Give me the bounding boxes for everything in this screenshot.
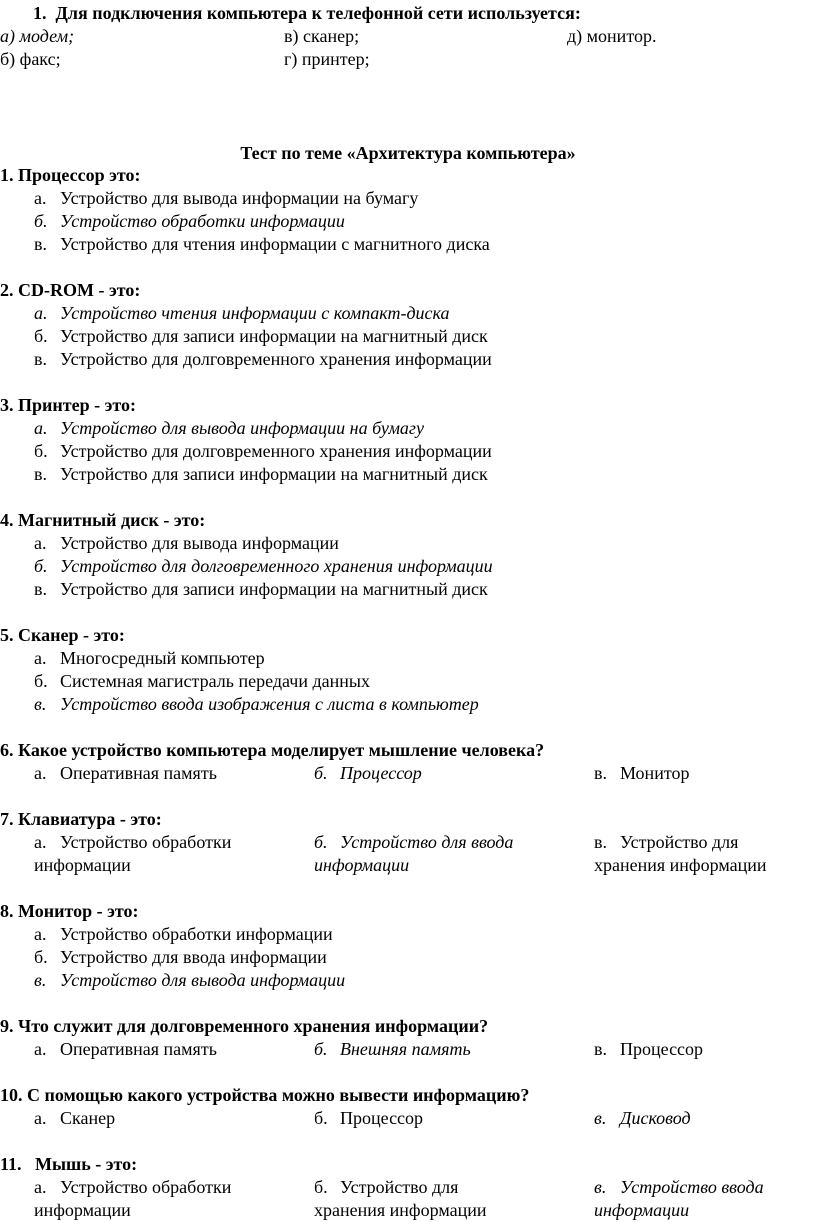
intro-option-v: в) сканер;: [284, 26, 360, 46]
intro-option-a: а) модем;: [0, 26, 75, 46]
q3-answer-a: а. Устройство для вывода информации на бумагу: [34, 418, 424, 438]
q6-answer-b: б. Процессор: [314, 763, 422, 783]
q4-answer-a: а. Устройство для вывода информации: [34, 533, 339, 553]
q1-answer-v: в. Устройство для чтения информации с магнитного диска: [34, 234, 490, 254]
q2-answer-b: б. Устройство для записи информации на магнитный диск: [34, 326, 488, 346]
question-11: 11. Мышь - это:: [0, 1154, 138, 1174]
q1-answer-b: б. Устройство обработки информации: [34, 211, 345, 231]
q9-answer-b: б. Внешняя память: [314, 1039, 471, 1059]
question-2: 2. CD-ROM - это:: [0, 280, 141, 300]
question-10: 10. С помощью какого устройства можно вывести информацию?: [0, 1085, 530, 1105]
intro-question: 1. Для подключения компьютера к телефонной сети используется:: [33, 3, 581, 23]
q2-answer-a: а. Устройство чтения информации с компакт-диска: [34, 303, 450, 323]
q7-answer-b: б. Устройство для ввода информации: [314, 832, 514, 875]
q3-answer-b: б. Устройство для долговременного хранения информации: [34, 441, 492, 461]
q6-answer-a: а. Оперативная память: [34, 763, 217, 783]
q5-answer-b: б. Системная магистраль передачи данных: [34, 671, 370, 691]
q9-answer-v: в. Процессор: [594, 1039, 704, 1059]
q8-answer-b: б. Устройство для ввода информации: [34, 947, 327, 967]
q4-answer-v: в. Устройство для записи информации на магнитный диск: [34, 579, 488, 599]
q10-answer-v: в. Дисковод: [594, 1108, 691, 1128]
q10-answer-a: а. Сканер: [34, 1108, 116, 1128]
intro-option-d: д) монитор.: [567, 26, 657, 46]
q2-answer-v: в. Устройство для долговременного хранения информации: [34, 349, 492, 369]
question-3: 3. Принтер - это:: [0, 395, 136, 415]
q10-answer-b: б. Процессор: [314, 1108, 424, 1128]
question-1: 1. Процессор это:: [0, 165, 141, 185]
q5-answer-a: а. Многосредный компьютер: [34, 648, 265, 668]
intro-option-b: б) факс;: [0, 49, 61, 69]
question-9: 9. Что служит для долговременного хранения информации?: [0, 1016, 489, 1036]
question-6: 6. Какое устройство компьютера моделирует мышление человека?: [0, 740, 545, 760]
q11-answer-b: б. Устройство для хранения информации: [314, 1177, 487, 1220]
intro-option-g: г) принтер;: [284, 49, 370, 69]
q9-answer-a: а. Оперативная память: [34, 1039, 217, 1059]
question-7: 7. Клавиатура - это:: [0, 809, 162, 829]
q7-answer-a: а. Устройство обработки информации: [34, 832, 232, 875]
q3-answer-v: в. Устройство для записи информации на магнитный диск: [34, 464, 488, 484]
q8-answer-v: в. Устройство для вывода информации: [34, 970, 346, 990]
q11-answer-a: а. Устройство обработки информации: [34, 1177, 232, 1220]
test-title: Тест по теме «Архитектура компьютера»: [240, 143, 576, 163]
question-8: 8. Монитор - это:: [0, 901, 139, 921]
q6-answer-v: в. Монитор: [594, 763, 690, 783]
question-5: 5. Сканер - это:: [0, 625, 125, 645]
question-4: 4. Магнитный диск - это:: [0, 510, 206, 530]
q7-answer-v: в. Устройство для хранения информации: [594, 832, 767, 875]
q5-answer-v: в. Устройство ввода изображения с листа в компьютер: [34, 694, 479, 714]
q11-answer-v: в. Устройство ввода информации: [594, 1177, 764, 1220]
q8-answer-a: а. Устройство обработки информации: [34, 924, 333, 944]
q1-answer-a: а. Устройство для вывода информации на бумагу: [34, 188, 419, 208]
q4-answer-b: б. Устройство для долговременного хранения информации: [34, 556, 493, 576]
